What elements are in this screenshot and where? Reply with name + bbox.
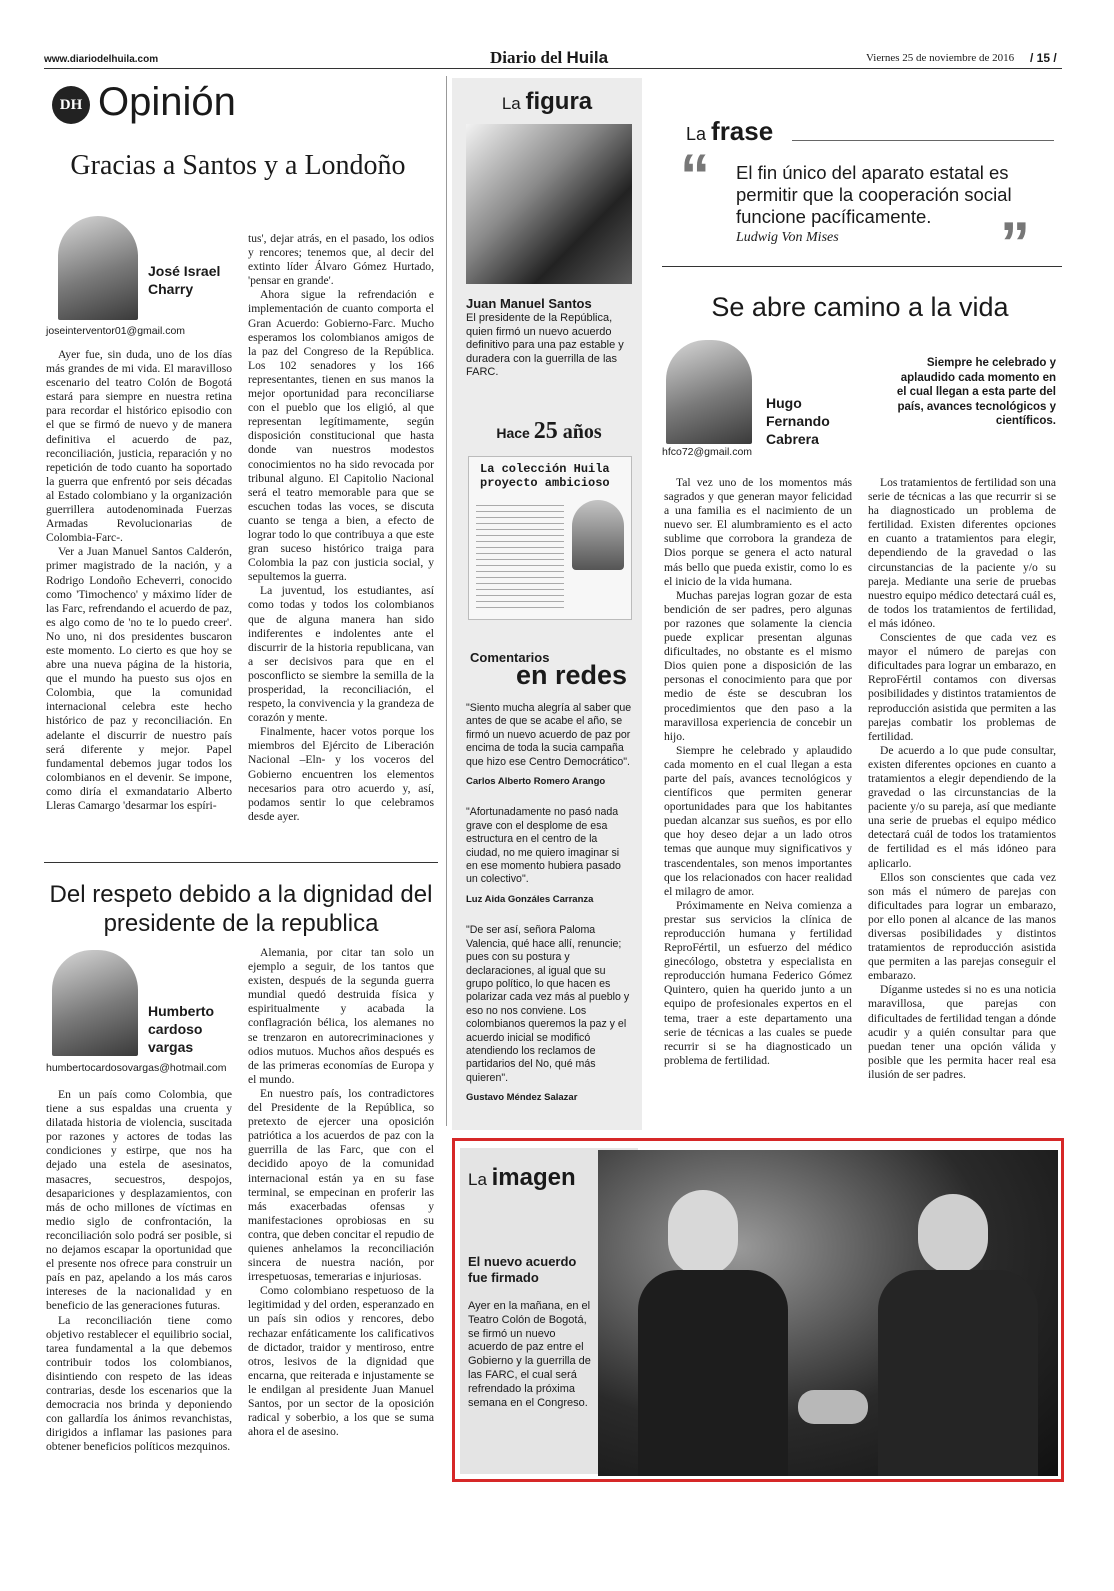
figura-la: La <box>501 94 526 113</box>
paragraph: La reconciliación tiene como objetivo restablecer el equilibrio social, tarea fundamental a la que debemos contribuir todos los colombianos, disintiendo con respeto de las ideas contrarias, desde los escenarios que la democracia nos brinda y deponiendo con gallardía los ánimos revanchistas, dirigidos a inflamar las pasiones para obtener beneficios políticos mezquinos. <box>46 1313 232 1454</box>
paragraph: Ver a Juan Manuel Santos Calderón, primer magistrado de la nación, y a Rodrigo Londoño Echeverri, conocido como 'Timochenco' y máximo líder de las Farc, refrendando el acuerdo de paz, es algo como de 'no te lo puedo creer'. No uno, ni dos presidentes buscaron este momento. Lo cierto es que hoy se abre una nueva página de la historia, que el mundo ha puesto sus ojos en Colombia, que la comunidad internacional celebra este hecho histórico de paz y reconciliación. En adelante el discurrir de nuestro país será diferente y mejor. Papel fundamental debemos jugar todos los colombianos en el devenir. Se impone, como diría el exmandatario Alberto Lleras Camargo 'desarmar los espíri- <box>46 545 232 812</box>
redes-quote: "Siento mucha alegría al saber que antes de que se acabe el año, se firmó un nuevo acuerdo de paz por encima de toda la sucia campaña que hizo ese Centro Democrático". <box>466 702 632 768</box>
redes-author: Gustavo Méndez Salazar <box>466 1092 578 1104</box>
article1-email[interactable]: joseinterventor01@gmail.com <box>46 325 186 337</box>
article3-email[interactable]: hfco72@gmail.com <box>662 446 753 458</box>
santos-body <box>638 1270 788 1476</box>
section-divider <box>44 862 438 863</box>
paragraph: Díganme ustedes si no es una noticia maravillosa, que parejas con dificultades de fertilidad tengan a dónde acudir y a quién consultar para que puedan tener una opción válida y posible que les permita hacer real esa ilusión de ser padres. <box>868 983 1056 1081</box>
hace-clip-title: La colección Huila proyecto ambicioso <box>480 462 610 490</box>
paragraph: Tal vez uno de los momentos más sagrados y que generan mayor felicidad a una familia es el nacimiento de un nuevo ser. El alumbramiento es el acto sublime que corrobora la grandeza de Dios porque se genera el acto natural más bello que pueda existir, como lo es el inicio de la vida humana. <box>664 476 852 588</box>
section-title: Opinión <box>98 80 236 124</box>
article1-title: Gracias a Santos y a Londoño <box>70 150 406 181</box>
timochenko-body <box>878 1270 1038 1476</box>
article2-email[interactable]: humbertocardosovargas@hotmail.com <box>46 1062 227 1074</box>
handshake <box>798 1390 868 1424</box>
paragraph: Próximamente en Neiva comienza a prestar sus servicios la clínica de reproducción humana y fertilidad ReproFértil, un esfuerzo del médico ginecólogo, obstetra y especialista en reproducción humana Federico Gómez Quintero, quien ha querido junto a un equipo de profesionales expertos en el tema, traer a este departamento una serie de técnicas a las cuales se puede recurrir si se ha diagnosticado un problema de fertilidad. <box>664 898 852 1067</box>
open-quote-icon: “ <box>680 142 710 209</box>
paragraph: Ellos son conscientes que cada vez son más el número de parejas con dificultades para lograr un embarazo, por ello ponen al alcance de las manos diversas posibilidades y distintos tratamientos de reproducción asistida que permiten a las parejas conseguir el embarazo. <box>868 870 1056 983</box>
header-rule <box>44 68 1062 69</box>
paragraph: tus', dejar atrás, en el pasado, los odios y rencores; tenemos que, al decir del extinto líder Álvaro Gómez Hurtado, 'pensar en grande'. <box>248 232 434 288</box>
figura-photo <box>466 124 632 284</box>
frase-rule <box>792 140 1054 141</box>
paragraph: Como colombiano respetuoso de la legitimidad y del orden, esperanzado en un país sin odios y rencores, debo rechazar enfáticamente los calificativos de dictador, traidor y mentiroso, entre otros, lesivos de la dignidad que encarna, que reiterada e injustamente se le endilgan al presidente Juan Manuel Santos, por un sector de la oposición radical y soberbio, a los que se suma ahora el de asesino. <box>248 1284 434 1439</box>
redes-list <box>466 702 632 1105</box>
article1-col2 <box>248 232 434 824</box>
article2-col1 <box>46 1088 232 1454</box>
frase-la: La <box>686 124 712 144</box>
page-date: Viernes 25 de noviembre de 2016 <box>866 52 1015 64</box>
figura-word: figura <box>525 88 593 115</box>
paragraph: Siempre he celebrado y aplaudido cada momento en el cual llegan a esta parte del país, avances tecnológicos y científicos que permiten generar oportunidades para que los habitantes puedan alcanzar sus sueños, es por ello que hoy deseo dejar a un lado otros temas que aunque muy significativos y trascendentales, son menos importantes que los relacionados con hacer realidad el milagro de amor. <box>664 743 852 898</box>
dh-logo-icon: DH <box>52 86 90 124</box>
paragraph: De acuerdo a lo que pude consultar, existen diferentes opciones en cuanto a tratamientos a elegir dependiendo de la gravedad o las circunstancias de la paciente y/o su pareja, así que mediante una serie de pruebas el equipo médico detectará cuál de todos los tratamientos de fertilidad es el más idóneo para aplicarlo. <box>868 743 1056 870</box>
article2-author: Humberto cardoso vargas <box>148 1003 215 1055</box>
hace-num: 25 <box>533 418 558 444</box>
article3-author: Hugo Fernando Cabrera <box>766 395 830 447</box>
hace-clip-photo <box>572 500 624 570</box>
paragraph: La juventud, los estudiantes, así como todas y todos los colombianos que de alguna manera han sido indiferentes e indolentes ante el discurrir de la historia republicana, van a ser decisivos para que en el posconflicto se siembre la semilla de la prosperidad, la reconciliación, el respeto, la convivencia y la grandeza de corazón y mente. <box>248 584 434 725</box>
article3-col2 <box>868 476 1056 1082</box>
masthead <box>490 48 608 68</box>
masthead-b: Huila <box>566 48 609 67</box>
paragraph: Alemania, por citar tan solo un ejemplo a seguir, de los tantos que existen, después de la segunda guerra mundial quedó destruida física y espiritualmente y acabada la conflagración bélica, los alemanes no se trenzaron en autorecriminaciones y odios mutuos. Muchos años después es de las primeras economías de Europa y el mundo. <box>248 946 434 1086</box>
figura-heading <box>452 88 642 116</box>
redes-title: en redes <box>516 660 628 690</box>
redes-author: Luz Aida Gonzáles Carranza <box>466 893 594 905</box>
imagen-la: La <box>468 1170 492 1189</box>
article1-col1 <box>46 348 232 813</box>
article2-author-photo <box>52 950 138 1056</box>
article3-title: Se abre camino a la vida <box>711 292 1009 322</box>
imagen-subtitle: El nuevo acuerdo fue firmado <box>468 1254 577 1285</box>
imagen-photo <box>598 1150 1058 1476</box>
page-number: / 15 / <box>1030 51 1057 65</box>
masthead-a: Diario del <box>490 48 567 67</box>
article3-author-photo <box>666 340 752 444</box>
paragraph: En un país como Colombia, que tiene a sus espaldas una cruenta y dilatada historia de violencia, suscitada por razones y actores de todas las condiciones y estirpe, que nos ha dejado una estela de asesinatos, masacres, secuestros, despojos, desapariciones y desplazamientos, con más de ocho millones de víctimas en medio siglo de confrontación, la reconciliación solo podrá ser posible, si no dejamos escapar la oportunidad que el presente nos ofrece para construir un país en paz, apelando a los más caros intereses de la nacionalidad y en beneficio de las generaciones futuras. <box>46 1088 232 1313</box>
paragraph: Los tratamientos de fertilidad son una serie de técnicas a las que recurrir si se ha diagnosticado un problema de fertilidad. Existen diferentes opciones en cuanto a tratamientos para elegir, dependiendo de la gravedad o las circunstancias de la paciente y/o su pareja. Mediante una serie de pruebas nuestro equipo médico detectará cuál es, de todos los tratamientos de fertilidad, el más idóneo. <box>868 476 1056 630</box>
imagen-caption: Ayer en la mañana, en el Teatro Colón de Bogotá, se firmó un nuevo acuerdo de paz entre el Gobierno y la guerrilla de las FARC, el cual será refrendado la próxima semana en el Congreso. <box>468 1300 591 1409</box>
site-url[interactable]: www.diariodelhuila.com <box>44 54 159 65</box>
redes-quote: "De ser así, señora Paloma Valencia, qué hace allí, renuncie; pues con su postura y declaraciones, al igual que su grupo político, lo que hacen es polarizar cada vez más al pueblo y eso no nos conviene. Los colombianos queremos la paz y el acuerdo inicial se modificó atendiendo los reclamos de partidarios del No, qué más quieren". <box>466 924 630 1084</box>
article2-col2 <box>248 946 434 1439</box>
frase-author: Ludwig Von Mises <box>736 230 839 245</box>
article1-author: José Israel Charry <box>148 263 221 297</box>
article1-author-photo <box>58 216 138 320</box>
hace-heading <box>466 418 632 445</box>
article3-col1 <box>664 476 852 1068</box>
article3-pullquote: Siempre he celebrado y aplaudido cada momento en el cual llegan a esta parte del país, avances tecnológicos y científicos. <box>896 357 1056 427</box>
hace-pre: Hace <box>496 425 534 441</box>
hace-post: años <box>557 421 602 443</box>
paragraph: Muchas parejas logran gozar de esta bendición de ser padres, pero algunas por razones que solamente la ciencia puede explicar presentan algunas dificultades, no obstante es el mismo Dios quien pone a disposición de las personas el conocimiento para que por medio de éste se descubran los procedimientos que den paso a la maravillosa experiencia de concebir un hijo. <box>664 588 852 743</box>
figura-caption: El presidente de la República, quien firmó un nuevo acuerdo definitivo para una paz estable y duradera con la guerrilla de las FARC. <box>466 312 624 379</box>
paragraph: Finalmente, hacer votos porque los miembros del Ejército de Liberación Nacional –Eln- y los voceros del Gobierno encuentren los elementos necesarios para otro acuerdo y, así, podamos sentir lo que celebramos desde ayer. <box>248 725 434 823</box>
imagen-heading <box>468 1164 576 1192</box>
article2-title: Del respeto debido a la dignidad del presidente de la republica <box>49 881 433 937</box>
close-quote-icon: ” <box>1000 210 1030 277</box>
hace-clip-text <box>476 500 564 610</box>
redes-pre: Comentarios <box>470 650 550 665</box>
redes-author: Carlos Alberto Romero Arango <box>466 776 606 788</box>
imagen-word: imagen <box>491 1164 576 1191</box>
column-rule <box>446 76 447 1126</box>
paragraph: Conscientes de que cada vez es mayor el número de parejas con dificultades para lograr un embarazo, en ReproFértil contamos con diversas posibilidades y distintos tratamientos de reproducción asistida que permiten a las parejas combatir los problemas de fertilidad. <box>868 631 1056 743</box>
redes-quote: "Afortunadamente no pasó nada grave con el desplome de esa estructura en el centro de la ciudad, no me quiero imaginar si en ese momento hubiera pasado un colectivo". <box>466 806 621 886</box>
frase-quote: El fin único del aparato estatal es permitir que la cooperación social funcione pacíficamente. <box>736 162 1012 227</box>
frase-word: frase <box>711 116 774 146</box>
santos-head <box>668 1190 738 1276</box>
section-divider <box>662 266 1062 267</box>
paragraph: En nuestro país, los contradictores del Presidente de la República, so pretexto de ejercer una oposición patriótica a los acuerdos de paz con la guerrilla de las Farc, que con el decidido apoyo de la comunidad internacional están ya en su fase terminal, se empecinan en proferir las más exacerbadas ofensas y manifestaciones oprobiosas en su contra, que deben concitar el repudio de quienes anhelamos la reconciliación sincera de nuestra nación, por irrespetuosas, temerarias e injuriosas. <box>248 1086 434 1284</box>
paragraph: Ayer fue, sin duda, uno de los días más grandes de mi vida. El maravilloso escenario del teatro Colón de Bogotá estará para siempre en nuestra retina para recordar el histórico episodio con el que se firmó de nuevo y de manera definitiva el acuerdo de paz, reconciliación, justicia, reparación y no repetición de todo cuanto ha soportado la guerra que enfrentó por seis décadas al Estado colombiano y la organización guerrillera autodenominada Fuerzas Armadas Revolucionarias de Colombia-Farc-. <box>46 348 232 545</box>
figura-name: Juan Manuel Santos <box>466 296 592 311</box>
timochenko-head <box>918 1194 988 1274</box>
paragraph: Ahora sigue la refrendación e implementación de cuanto comporta el Gran Acuerdo: Gobierno-Farc. Mucho esperamos los colombianos amigos de la paz del Congreso de la República. Los 102 senadores y los 166 representantes, tienen en sus manos la mejor oportunidad para reconciliarse con el pueblo que los eligió, al que representan legítimamente, según disposición constitucional que hasta donde van nuestros modestos conocimientos no ha sido revocada por tribunal alguno. El Capitolio Nacional será el teatro memorable para que se escuchen todas las voces, se discuta cuanto se tenga a bien, a efecto de lograr todo lo que contribuya a que este gran suceso histórico traiga para Colombia la paz con justicia social, y sepultemos la guerra. <box>248 288 434 584</box>
